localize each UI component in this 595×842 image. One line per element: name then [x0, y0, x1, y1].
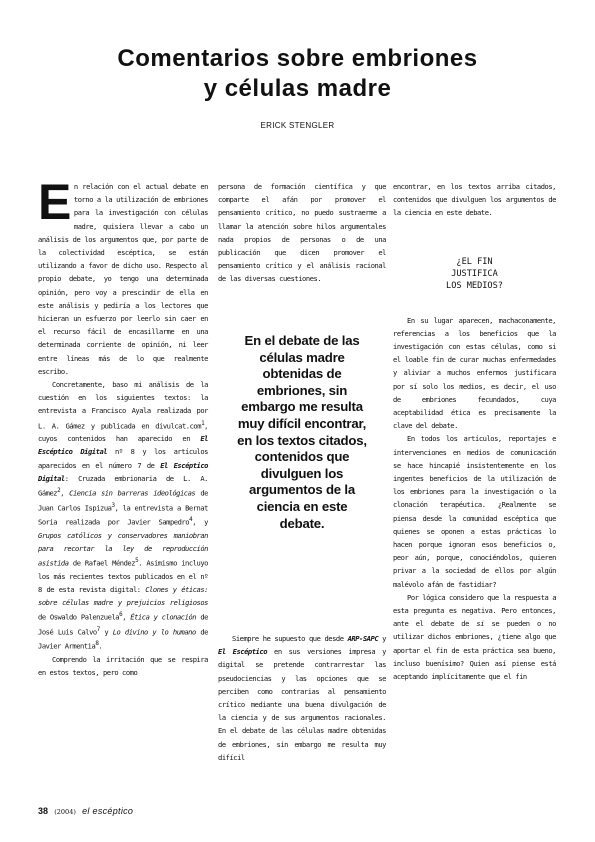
article-citation: Clones y éticas: sobre células madre y prejuicios religiosos: [38, 584, 208, 608]
author-byline: ERICK STENGLER: [260, 121, 335, 130]
paragraph-irritation: Comprendo la irritación que se respira en estos textos, pero como: [38, 654, 208, 678]
column-2: [218, 180, 386, 286]
paragraph-logic: Por lógica considero que la respuesta a esta pregunta es negativa. Pero entonces, ante el debate de si se pueden o no utilizar dichos embriones, ¿tiene algo que aportar el fin de esta práctica sea bueno, incluso buenísimo? Quien así piense está aceptando implícitamente que el fin: [393, 592, 557, 682]
article-citation: Ética y clonación: [130, 612, 197, 622]
issue-year: (2004): [54, 808, 76, 816]
paragraph-sources: Concretamente, baso mi análisis de la cuestión en los siguientes textos: la entrevista a Francisco Ayala realizada por L. A. Gámez y publicada en divulcat.com$^1$, cuyos contenidos han aparecido en El Escéptico Digital nº 8 y los artículos aparecidos en el número 7 de El Escéptico Digital: Cruzada embrionaria de L. A. Gámez$^2$, Ciencia sin barreras ideológicas de Juan Carlos Ispizua$^3$, la entrevista a Bernat Soria realizada por Javier Sampedro$^4$, y Grupos católicos y conservadores maniobran para recortar la ley de reproducción asistida de Rafael Méndez$^5$. Asimismo incluyo los más recientes textos publicados en el nº 8 de esta revista digital: Clones y éticas: sobre células madre y prejuicios religiosos de Oswaldo Palenzuela$^6$, Ética y clonación de José Luis Calvo$^7$ y Lo divino y lo humano de Javier Armentia$^8$.: [38, 380, 208, 651]
organization-name: ARP-SAPC: [347, 634, 379, 643]
drop-cap: E: [38, 174, 71, 230]
footnote-ref: 1: [201, 420, 205, 427]
page-footer: [38, 806, 133, 816]
footnote-ref: 5: [135, 558, 139, 565]
title-line-1: Comentarios sobre embriones: [117, 45, 478, 72]
footnote-ref: 8: [95, 641, 99, 648]
footnote-ref: 6: [119, 612, 123, 619]
paragraph-benefits: En su lugar aparecen, machaconamente, referencias a los beneficios que la investigación con estas células, como si el loable fin de curar muchas enfermedades y aliviar a muchos enfermos justificara por sí solo los medios, es decir, el uso de embriones fecundados, cuya aceptabilidad ética es precisamente la clave del debate.: [393, 315, 556, 431]
column-3: [393, 180, 556, 683]
article-citation: Ciencia sin barreras ideológicas: [69, 488, 196, 498]
article-citation: Lo divino y lo humano: [112, 627, 196, 637]
footnote-ref: 2: [57, 488, 61, 495]
paragraph-articles: En todos los artículos, reportajes e intervenciones en medios de comunicación se hace hincapié insistentemente en los ingentes beneficios de la utilización de los embriones para la investigación o la clonación terapéutica. ¿Realmente se piensa desde la comunidad escéptica que quienes se oponen a estas prácticas lo hacen porque ignoran esos beneficios o, peor aún, porque, conociéndolos, quieren privar a la sociedad de ellos por algún malévolo afán de fastidiar?: [393, 434, 556, 589]
footnote-ref: 4: [189, 517, 193, 524]
magazine-name: El Escéptico: [218, 647, 268, 657]
paragraph-continued: encontrar, en los textos arriba citados, contenidos que divulguen los argumentos de la ciencia en este debate.: [393, 182, 556, 218]
column-1: [38, 174, 208, 679]
paragraph-continued: persona de formación científica y que comparte el afán por promover el pensamiento crítico, no puedo sustraerme a llamar la atención sobre hilos argumentales nada propios de personas o de una publicación que dicen promover el pensamiento crítico y el análisis racional de las diversas cuestiones.: [218, 182, 386, 284]
magazine-footer-name: el escéptico: [82, 806, 134, 816]
section-heading: ¿EL FIN JUSTIFICA LOS MEDIOS?: [446, 256, 503, 291]
article-title: [40, 44, 555, 104]
magazine-name: El Escéptico Digital: [38, 434, 208, 457]
pull-quote: En el debate de las células madre obtenidas de embriones, sin embargo me resulta muy difícil encontrar, en los textos citados, contenidos que divulguen los argumentos de la ciencia en este debate.: [237, 333, 367, 531]
footnote-ref: 7: [96, 626, 100, 633]
column-2-lower: [218, 632, 386, 764]
article-citation: Grupos católicos y conservadores maniobran para recortar la ley de reproducción asistida: [38, 530, 208, 568]
magazine-name: El Escéptico Digital: [38, 460, 208, 483]
page-number: 38: [38, 806, 49, 816]
footnote-ref: 3: [111, 502, 115, 509]
paragraph-intro: En relación con el actual debate en torno a la utilización de embriones para la investigación con células madre, quisiera llevar a cabo un análisis de los argumentos que, por parte de la colectividad escéptica, se están utilizando a favor de dicho uso. Respecto al propio debate, yo tengo una determinada opinión, pero voy a prescindir de ella en este análisis y pediría a los lectores que hicieran un esfuerzo por leerlo sin caer en el recurso fácil de encasillarme en una determinada corriente de opinión, ni leer entre líneas más de lo que realmente escribo.: [38, 174, 208, 376]
title-line-2: y células madre: [203, 75, 392, 102]
paragraph-assumption: Siempre he supuesto que desde ARP-SAPC y El Escéptico en sus versiones impresa y digital se pretende contrarrestar las pseudociencias y las opciones que se perciben como contrarias al pensamiento crítico mediante una buena divulgación de la ciencia y de sus argumentos racionales. En el debate de las células madre obtenidas de embriones, sin embargo me resulta muy difícil: [218, 634, 386, 762]
